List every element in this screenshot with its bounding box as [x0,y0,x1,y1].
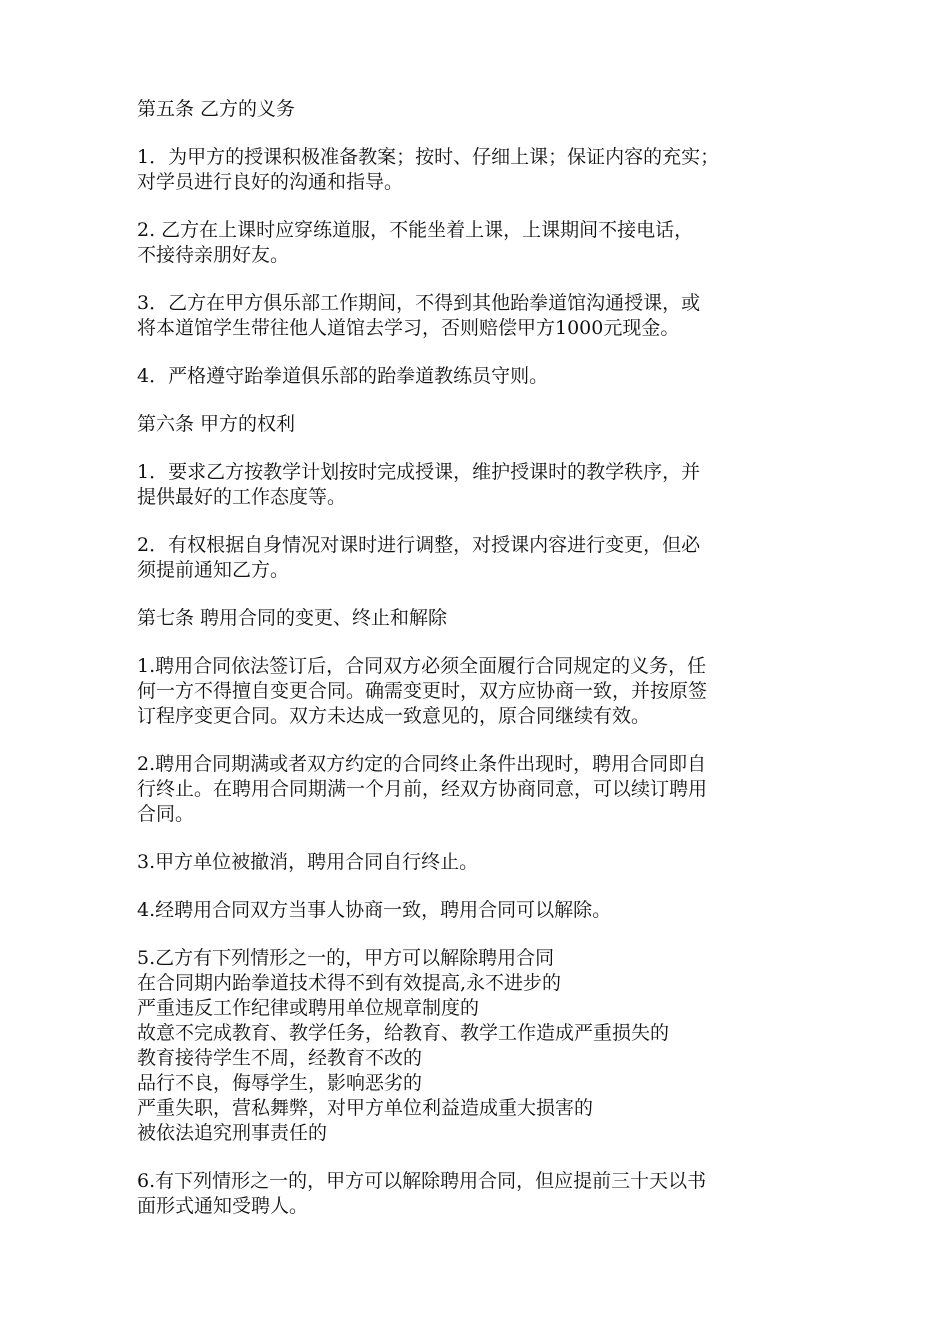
text-line: 将本道馆学生带往他人道馆去学习，否则赔偿甲方1000元现金。 [137,317,680,339]
paragraph [137,752,827,827]
text-line: 4.经聘用合同双方当事人协商一致，聘用合同可以解除。 [137,899,612,921]
text-line: 不接待亲朋好友。 [137,244,290,266]
text-line: 行终止。在聘用合同期满一个月前，经双方协商同意，可以续订聘用 [137,778,708,800]
text-line: 须提前通知乙方。 [137,559,290,581]
text-line: 1．要求乙方按教学计划按时完成授课，维护授课时的教学秩序，并 [137,461,701,483]
section-heading-6 [137,412,827,437]
paragraph-list [137,946,827,1146]
document-body [137,97,827,1242]
paragraph [137,654,827,729]
text-line: 订程序变更合同。双方未达成一致意见的，原合同继续有效。 [137,705,651,727]
text-line: 何一方不得擅自变更合同。确需变更时，双方应协商一致，并按原签 [137,680,708,702]
list-item: 在合同期内跆拳道技术得不到有效提高,永不进步的 [137,972,562,994]
text-line: 合同。 [137,803,195,825]
list-item: 教育接待学生不周，经教育不改的 [137,1047,423,1069]
text-line: 2. 乙方在上课时应穿练道服，不能坐着上课，上课期间不接电话， [137,219,694,241]
text-line: 对学员进行良好的沟通和指导。 [137,171,404,193]
paragraph [137,364,827,389]
text-line: 2．有权根据自身情况对课时进行调整，对授课内容进行变更，但必 [137,534,701,556]
text-line: 第六条 甲方的权利 [137,413,296,435]
list-item: 故意不完成教育、教学任务，给教育、教学工作造成严重损失的 [137,1022,670,1044]
text-line: 6.有下列情形之一的，甲方可以解除聘用合同，但应提前三十天以书 [137,1170,707,1192]
text-line: 2.聘用合同期满或者双方约定的合同终止条件出现时，聘用合同即自 [137,753,707,775]
paragraph [137,898,827,923]
text-line: 4．严格遵守跆拳道俱乐部的跆拳道教练员守则。 [137,365,549,387]
text-line: 面形式通知受聘人。 [137,1195,309,1217]
paragraph [137,218,827,268]
section-heading-7 [137,606,827,631]
text-line: 3．乙方在甲方俱乐部工作期间，不得到其他跆拳道馆沟通授课，或 [137,292,701,314]
text-line: 提供最好的工作态度等。 [137,486,347,508]
list-item: 严重违反工作纪律或聘用单位规章制度的 [137,997,480,1019]
paragraph [137,533,827,583]
paragraph [137,460,827,510]
text-line: 第五条 乙方的义务 [137,98,296,120]
list-item: 严重失职，营私舞弊，对甲方单位利益造成重大损害的 [137,1097,594,1119]
paragraph [137,850,827,875]
list-item: 被依法追究刑事责任的 [137,1122,328,1144]
list-item: 品行不良，侮辱学生，影响恶劣的 [137,1072,423,1094]
text-line: 5.乙方有下列情形之一的，甲方可以解除聘用合同 [137,947,555,969]
text-line: 1．为甲方的授课积极准备教案；按时、仔细上课；保证内容的充实； [137,146,720,168]
paragraph [137,1169,827,1219]
paragraph [137,145,827,195]
text-line: 1.聘用合同依法签订后，合同双方必须全面履行合同规定的义务，任 [137,655,707,677]
text-line: 第七条 聘用合同的变更、终止和解除 [137,607,448,629]
section-heading-5 [137,97,827,122]
text-line: 3.甲方单位被撤消，聘用合同自行终止。 [137,851,479,873]
paragraph [137,291,827,341]
